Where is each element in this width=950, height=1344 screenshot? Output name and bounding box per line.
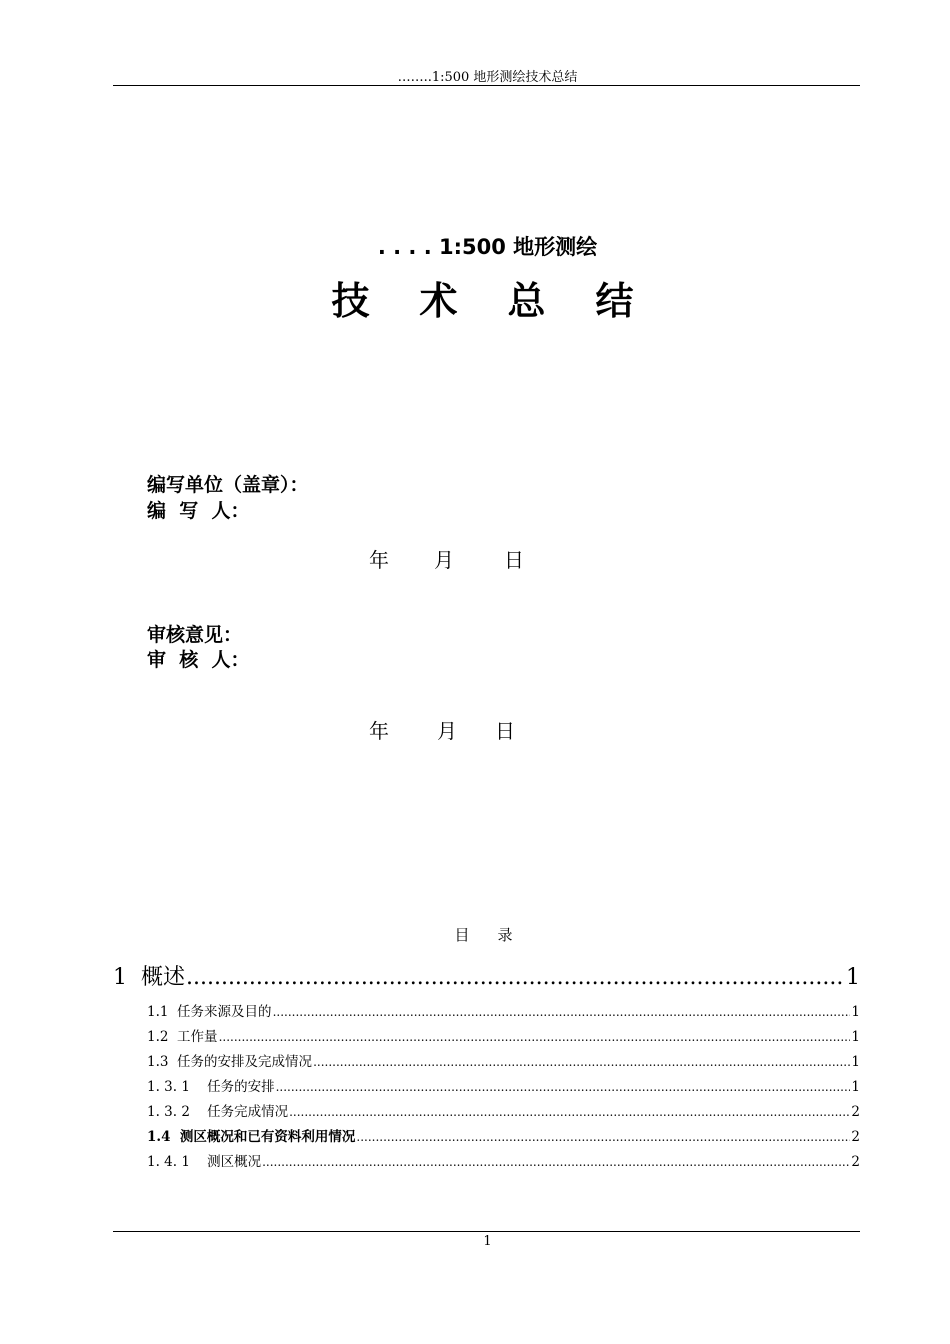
page-number: 1 <box>483 1234 492 1249</box>
toc-page: 1 <box>846 965 860 990</box>
toc-label: 1. 3. 1 任务的安排 <box>147 1079 275 1095</box>
date-month: 月 <box>437 719 457 743</box>
toc-leader <box>276 1079 851 1095</box>
toc-label: 1.1 任务来源及目的 <box>147 1004 272 1020</box>
field-review: 审核意见： <box>147 624 243 646</box>
toc-page: 1 <box>851 1029 860 1045</box>
toc-label: 1 概述 <box>113 965 185 990</box>
toc-label: 1.4 测区概况和已有资料利用情况 <box>147 1129 356 1145</box>
toc-leader <box>186 965 845 990</box>
header-rule <box>113 85 860 86</box>
toc-label: 1. 4. 1 测区概况 <box>147 1154 262 1170</box>
toc-page: 1 <box>851 1079 860 1095</box>
date-day: 日 <box>504 548 524 572</box>
field-unit: 编写单位（盖章）： <box>147 474 309 496</box>
field-writer: 编 写 人： <box>147 500 250 522</box>
toc-entry-1-4[interactable] <box>147 1125 860 1145</box>
toc-leader <box>262 1154 850 1170</box>
toc-page: 2 <box>851 1129 860 1145</box>
date-year: 年 <box>369 548 389 572</box>
date-day: 日 <box>495 719 515 743</box>
toc-label: 1. 3. 2 任务完成情况 <box>147 1104 289 1120</box>
date-line-2 <box>369 715 515 744</box>
toc-entry-1-2[interactable] <box>147 1025 860 1045</box>
toc-leader <box>289 1104 850 1120</box>
toc-page: 1 <box>851 1054 860 1070</box>
toc-page: 2 <box>851 1104 860 1120</box>
toc-heading: 目录 <box>454 926 541 944</box>
toc-leader <box>219 1029 851 1045</box>
toc-entry-1-3[interactable] <box>147 1050 860 1070</box>
toc-leader <box>273 1004 851 1020</box>
toc-page: 2 <box>851 1154 860 1170</box>
toc-leader <box>356 1129 850 1145</box>
date-line-1 <box>369 544 524 573</box>
date-month: 月 <box>434 548 454 572</box>
toc-entry-1-3-2[interactable] <box>147 1100 860 1120</box>
toc-entry-1-3-1[interactable] <box>147 1075 860 1095</box>
toc-entry-1-4-1[interactable] <box>147 1150 860 1170</box>
toc-label: 1.2 工作量 <box>147 1029 218 1045</box>
page-header: ……..1:500 地形测绘技术总结 <box>397 70 578 85</box>
toc-page: 1 <box>851 1004 860 1020</box>
footer-rule <box>113 1231 860 1232</box>
date-year: 年 <box>369 719 389 743</box>
document-subtitle: . . . . 1:500 地形测绘 <box>377 235 598 259</box>
toc-entry-1-1[interactable] <box>147 1000 860 1020</box>
field-reviewer: 审 核 人： <box>147 649 250 671</box>
toc-leader <box>313 1054 850 1070</box>
toc-entry-1[interactable] <box>113 960 860 991</box>
document-title: 技术总结 <box>331 279 684 323</box>
toc-label: 1.3 任务的安排及完成情况 <box>147 1054 313 1070</box>
